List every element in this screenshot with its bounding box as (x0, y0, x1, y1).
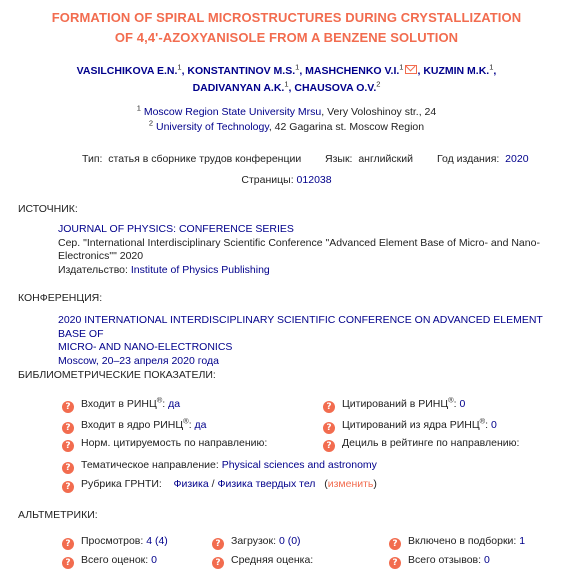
change-paren-close: ) (373, 478, 377, 490)
question-circle-icon[interactable]: ? (62, 422, 74, 434)
author-affil-sup: 1 (295, 62, 300, 72)
conference-name-line-1[interactable]: 2020 INTERNATIONAL INTERDISCIPLINARY SCIENTIFIC CONFERENCE ON ADVANCED ELEMENT BASE OF (58, 314, 543, 340)
cited-rinc-row: ? Цитирований в РИНЦ®: 0 (323, 397, 465, 413)
question-circle-icon[interactable]: ? (62, 462, 74, 474)
ratings-value: 0 (151, 554, 157, 566)
affiliation-link[interactable]: University of Technology (156, 121, 269, 133)
language-value: английский (358, 153, 413, 165)
norm-citation-row (62, 436, 267, 452)
rinc-label: Входит в РИНЦ (81, 398, 157, 410)
change-paren-open: ( (324, 478, 328, 490)
conference-block (58, 314, 563, 368)
source-heading: ИСТОЧНИК: (18, 203, 78, 215)
grnti-link-physics[interactable]: Физика (173, 478, 209, 490)
author-affil-sup: 1 (489, 62, 494, 72)
author-link[interactable]: VASILCHIKOVA E.N. (76, 65, 178, 77)
views-value: 4 (4) (146, 535, 168, 547)
language-label: Язык: (325, 153, 353, 165)
cited-rinc-label: Цитирований в РИНЦ (342, 398, 449, 410)
year-label: Год издания: (437, 153, 500, 165)
publisher-label: Издательство: (58, 263, 128, 276)
author-affil-sup: 1 (284, 79, 289, 89)
core-row: ? Входит в ядро РИНЦ®: да (62, 418, 207, 434)
norm-citation-label: Норм. цитируемость по направлению: (81, 437, 268, 449)
core-value: да (194, 419, 207, 431)
cited-rinc-value[interactable]: 0 (459, 398, 466, 410)
title-line-2: OF 4,4'-AZOXYANISOLE FROM A BENZENE SOLUTION (114, 30, 459, 45)
collections-row (389, 534, 525, 550)
topic-row (62, 458, 377, 474)
cited-core-label: Цитирований из ядра РИНЦ (342, 419, 480, 431)
collections-label: Включено в подборки: (408, 535, 517, 547)
biblio-heading: БИБЛИОМЕТРИЧЕСКИЕ ПОКАЗАТЕЛИ: (18, 369, 216, 381)
avg-rating-row (212, 553, 313, 569)
avg-rating-label: Средняя оценка: (231, 554, 314, 566)
type-label: Тип: (82, 153, 103, 165)
conference-place-date: Moscow, 20–23 апреля 2020 года (58, 354, 219, 367)
question-circle-icon[interactable]: ? (323, 401, 335, 413)
publisher-link[interactable]: Institute of Physics Publishing (130, 263, 270, 276)
rinc-value: да (168, 398, 181, 410)
question-circle-icon[interactable]: ? (212, 538, 224, 550)
question-circle-icon[interactable]: ? (323, 440, 335, 452)
article-title (0, 8, 573, 48)
author-link[interactable]: KUZMIN M.K. (423, 65, 490, 77)
reg-mark: ® (183, 416, 189, 426)
affiliation-item (0, 120, 573, 135)
type-field (82, 152, 301, 166)
reviews-value: 0 (483, 554, 490, 566)
affiliation-address: , Very Voloshinoy str., 24 (321, 106, 437, 118)
pages-field (0, 174, 573, 186)
reg-mark: ® (448, 395, 454, 405)
decile-label: Дециль в рейтинге по направлению: (342, 437, 520, 449)
question-circle-icon[interactable]: ? (62, 401, 74, 413)
affiliation-link[interactable]: Moscow Region State University Mrsu (143, 106, 322, 118)
question-circle-icon[interactable]: ? (323, 422, 335, 434)
downloads-row (212, 534, 301, 550)
affiliation-sup: 2 (148, 118, 154, 128)
pages-label: Страницы: (241, 174, 294, 186)
reg-mark: ® (156, 395, 163, 405)
altmetrics-heading: АЛЬТМЕТРИКИ: (18, 509, 98, 521)
author-affil-sup: 2 (376, 79, 381, 89)
core-label: Входит в ядро РИНЦ (81, 419, 184, 431)
pages-value: 012038 (296, 174, 332, 186)
downloads-label: Загрузок: (231, 535, 277, 547)
views-row (62, 534, 168, 550)
topic-label: Тематическое направление: (81, 459, 219, 471)
author-affil-sup: 1 (177, 62, 182, 72)
year-link[interactable]: 2020 (505, 153, 529, 165)
affiliation-list (0, 105, 573, 135)
year-field (437, 152, 529, 166)
rinc-row: ? Входит в РИНЦ®: да (62, 397, 180, 413)
question-circle-icon[interactable]: ? (62, 538, 74, 550)
ratings-label: Всего оценок: (81, 554, 149, 566)
title-line-1: FORMATION OF SPIRAL MICROSTRUCTURES DURING CRYSTALLIZATION (51, 10, 522, 25)
reg-mark: ® (479, 416, 486, 426)
decile-row (323, 436, 519, 452)
grnti-row (62, 477, 377, 493)
author-link[interactable]: MASHCHENKO V.I. (305, 65, 400, 77)
language-field (325, 152, 413, 166)
question-circle-icon[interactable]: ? (389, 557, 401, 569)
journal-link[interactable]: JOURNAL OF PHYSICS: CONFERENCE SERIES (58, 223, 294, 235)
question-circle-icon[interactable]: ? (212, 557, 224, 569)
grnti-separator: / (211, 478, 215, 490)
question-circle-icon[interactable]: ? (62, 481, 74, 493)
question-circle-icon[interactable]: ? (389, 538, 401, 550)
series-line-2: Electronics"" 2020 (58, 250, 144, 262)
downloads-value: 0 (0) (278, 535, 301, 547)
author-link[interactable]: DADIVANYAN A.K. (192, 82, 285, 94)
type-value: статья в сборнике трудов конференции (108, 153, 302, 165)
question-circle-icon[interactable]: ? (62, 557, 74, 569)
reviews-row (389, 553, 490, 569)
author-link[interactable]: CHAUSOVA O.V. (294, 82, 377, 94)
views-label: Просмотров: (81, 535, 144, 547)
collections-value[interactable]: 1 (519, 535, 526, 547)
change-link[interactable]: изменить (327, 478, 374, 490)
grnti-label: Рубрика ГРНТИ: (81, 478, 162, 490)
topic-link[interactable]: Physical sciences and astronomy (221, 459, 377, 471)
conference-name-line-2[interactable]: MICRO- AND NANO-ELECTRONICS (58, 341, 233, 353)
ratings-row (62, 553, 157, 569)
question-circle-icon[interactable]: ? (62, 440, 74, 452)
source-block (58, 223, 563, 277)
cited-core-row: ? Цитирований из ядра РИНЦ®: 0 (323, 418, 497, 434)
reviews-label: Всего отзывов: (408, 554, 482, 566)
envelope-icon[interactable] (405, 65, 417, 74)
cited-core-value[interactable]: 0 (491, 419, 497, 431)
author-affil-sup: 1 (399, 62, 404, 72)
grnti-link-solid-state[interactable]: Физика твердых тел (217, 478, 316, 490)
affiliation-address: , 42 Gagarina st. Moscow Region (268, 121, 425, 133)
author-link[interactable]: KONSTANTINOV M.S. (187, 65, 296, 77)
series-line-1: Сер. "International Interdisciplinary Scientific Conference "Advanced Element Base of Micro- and Nano- (58, 236, 540, 249)
author-list: VASILCHIKOVA E.N.$^1$, KONSTANTINOV M.S.$^1$, MASHCHENKO V.I.$^1$ , KUZMIN M.K.$^1$, DADIVANYAN A.K.$^1$, CHAUSOVA O.V.$^2$ (76, 62, 497, 94)
publisher-row (58, 264, 563, 278)
affiliation-item (0, 105, 573, 120)
conference-heading: КОНФЕРЕНЦИЯ: (18, 292, 103, 304)
affiliation-sup: 1 (136, 103, 141, 113)
